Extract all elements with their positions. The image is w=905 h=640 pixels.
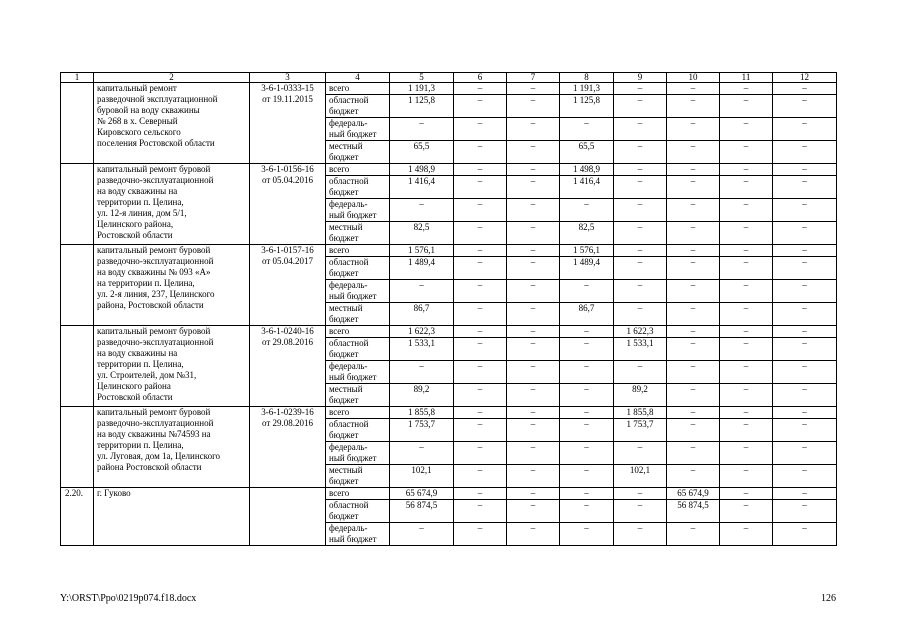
value-cell: 1 855,8 [390, 407, 454, 419]
value-cell: – [614, 488, 667, 500]
value-cell: – [773, 257, 837, 280]
value-cell: – [614, 245, 667, 257]
value-cell: – [773, 141, 837, 164]
value-cell: – [454, 280, 507, 303]
column-header-9: 9 [614, 73, 667, 83]
value-cell: – [773, 164, 837, 176]
value-cell: 82,5 [560, 222, 614, 245]
funding-source: областной бюджет [326, 257, 390, 280]
value-cell: – [614, 176, 667, 199]
value-cell: – [720, 83, 773, 95]
value-cell: – [667, 361, 720, 384]
table-row [61, 164, 837, 176]
value-cell: – [560, 419, 614, 442]
value-cell: – [667, 199, 720, 222]
funding-source: федераль- ный бюджет [326, 199, 390, 222]
value-cell: – [614, 118, 667, 141]
value-cell: – [614, 222, 667, 245]
funding-source: федераль- ный бюджет [326, 361, 390, 384]
value-cell: – [507, 407, 560, 419]
table-row [61, 326, 837, 338]
value-cell: 1 576,1 [390, 245, 454, 257]
value-cell: – [390, 361, 454, 384]
value-cell: – [560, 465, 614, 488]
value-cell: – [773, 95, 837, 118]
value-cell: 65,5 [560, 141, 614, 164]
value-cell: – [454, 338, 507, 361]
value-cell: – [454, 164, 507, 176]
table-row [61, 488, 837, 500]
funding-source: всего [326, 83, 390, 95]
value-cell: – [720, 245, 773, 257]
funding-source: федераль- ный бюджет [326, 280, 390, 303]
value-cell: – [454, 407, 507, 419]
funding-source: областной бюджет [326, 95, 390, 118]
value-cell: – [507, 176, 560, 199]
value-cell: – [667, 222, 720, 245]
value-cell: – [720, 164, 773, 176]
table-header-row [61, 73, 837, 83]
value-cell: 1 489,4 [390, 257, 454, 280]
value-cell: 1 622,3 [614, 326, 667, 338]
value-cell: – [720, 361, 773, 384]
value-cell: – [667, 95, 720, 118]
value-cell: 65 674,9 [667, 488, 720, 500]
object-name: капитальный ремонт буровой разведочно-эксплуатационной на воду скважины на территории п. Целина, ул. 12-я линия, дом 5/1, Целинского района, Ростовской области [94, 164, 250, 245]
value-cell: 1 489,4 [560, 257, 614, 280]
document-ref: 3-6-1-0239-16 от 29.08.2016 [250, 407, 326, 488]
value-cell: – [454, 442, 507, 465]
value-cell: – [614, 280, 667, 303]
value-cell: 102,1 [390, 465, 454, 488]
funding-source: федераль- ный бюджет [326, 118, 390, 141]
value-cell: – [667, 407, 720, 419]
value-cell: 1 498,9 [560, 164, 614, 176]
value-cell: – [560, 407, 614, 419]
value-cell: – [773, 338, 837, 361]
value-cell: 86,7 [390, 303, 454, 326]
value-cell: – [560, 442, 614, 465]
value-cell: – [454, 384, 507, 407]
value-cell: – [720, 419, 773, 442]
value-cell: 89,2 [614, 384, 667, 407]
value-cell: 56 874,5 [390, 500, 454, 523]
value-cell: – [773, 326, 837, 338]
value-cell: – [454, 95, 507, 118]
value-cell: – [507, 95, 560, 118]
value-cell: 1 533,1 [614, 338, 667, 361]
value-cell: 82,5 [390, 222, 454, 245]
funding-source: федераль- ный бюджет [326, 523, 390, 546]
funding-source: всего [326, 164, 390, 176]
value-cell: – [773, 222, 837, 245]
value-cell: – [720, 280, 773, 303]
value-cell: – [507, 222, 560, 245]
value-cell: – [773, 384, 837, 407]
value-cell: – [560, 338, 614, 361]
value-cell: – [454, 361, 507, 384]
funding-source: всего [326, 245, 390, 257]
value-cell: – [454, 118, 507, 141]
value-cell: 1 576,1 [560, 245, 614, 257]
value-cell: – [454, 245, 507, 257]
value-cell: – [507, 280, 560, 303]
value-cell: – [667, 303, 720, 326]
value-cell: – [667, 257, 720, 280]
value-cell: – [390, 199, 454, 222]
value-cell: – [720, 141, 773, 164]
value-cell: – [720, 303, 773, 326]
value-cell: – [454, 257, 507, 280]
value-cell: – [507, 303, 560, 326]
value-cell: – [560, 488, 614, 500]
budget-table [60, 72, 837, 546]
document-ref [250, 488, 326, 546]
value-cell: – [507, 245, 560, 257]
funding-source: местный бюджет [326, 141, 390, 164]
value-cell: – [454, 222, 507, 245]
funding-source: местный бюджет [326, 303, 390, 326]
funding-source: всего [326, 326, 390, 338]
value-cell: – [560, 361, 614, 384]
value-cell: – [720, 95, 773, 118]
value-cell: 1 191,3 [560, 83, 614, 95]
funding-source: областной бюджет [326, 176, 390, 199]
funding-source: областной бюджет [326, 500, 390, 523]
value-cell: – [560, 500, 614, 523]
value-cell: – [390, 280, 454, 303]
value-cell: – [773, 500, 837, 523]
value-cell: – [614, 141, 667, 164]
column-header-3: 3 [250, 73, 326, 83]
column-header-7: 7 [507, 73, 560, 83]
value-cell: – [667, 465, 720, 488]
value-cell: – [667, 176, 720, 199]
value-cell: – [720, 326, 773, 338]
value-cell: – [773, 523, 837, 546]
document-ref: 3-6-1-0157-16 от 05.04.2017 [250, 245, 326, 326]
value-cell: – [507, 442, 560, 465]
value-cell: – [720, 257, 773, 280]
value-cell: 1 416,4 [390, 176, 454, 199]
column-header-12: 12 [773, 73, 837, 83]
value-cell: – [454, 488, 507, 500]
value-cell: – [390, 442, 454, 465]
document-path: Y:\ORST\Ppo\0219p074.f18.docx [60, 593, 197, 604]
value-cell: – [390, 523, 454, 546]
value-cell: – [773, 361, 837, 384]
value-cell: – [773, 83, 837, 95]
value-cell: – [454, 500, 507, 523]
value-cell: – [667, 384, 720, 407]
value-cell: – [454, 141, 507, 164]
value-cell: 1 498,9 [390, 164, 454, 176]
value-cell: – [720, 523, 773, 546]
value-cell: – [667, 280, 720, 303]
column-header-11: 11 [720, 73, 773, 83]
document-ref: 3-6-1-0156-16 от 05.04.2016 [250, 164, 326, 245]
page-number: 126 [821, 593, 836, 604]
value-cell: – [720, 222, 773, 245]
value-cell: – [560, 199, 614, 222]
value-cell: – [454, 326, 507, 338]
value-cell: – [560, 118, 614, 141]
document-ref: 3-6-1-0240-16 от 29.08.2016 [250, 326, 326, 407]
funding-source: местный бюджет [326, 222, 390, 245]
value-cell: – [773, 419, 837, 442]
value-cell: – [507, 83, 560, 95]
object-name: капитальный ремонт буровой разведочно-эксплуатационной на воду скважины №74593 на территории п. Целина, ул. Луговая, дом 1а, Целинского района Ростовской области [94, 407, 250, 488]
value-cell: 1 753,7 [390, 419, 454, 442]
value-cell: – [773, 407, 837, 419]
value-cell: – [773, 199, 837, 222]
value-cell: – [667, 118, 720, 141]
value-cell: – [507, 419, 560, 442]
value-cell: – [560, 384, 614, 407]
value-cell: – [507, 164, 560, 176]
column-header-8: 8 [560, 73, 614, 83]
value-cell: – [667, 338, 720, 361]
value-cell: – [773, 488, 837, 500]
value-cell: – [507, 488, 560, 500]
value-cell: 102,1 [614, 465, 667, 488]
value-cell: – [507, 199, 560, 222]
object-name: капитальный ремонт буровой разведочно-эксплуатационной на воду скважины на территории п. Целина, ул. Строителей, дом №31, Целинского района Ростовской области [94, 326, 250, 407]
value-cell: – [667, 83, 720, 95]
value-cell: – [720, 488, 773, 500]
value-cell: 56 874,5 [667, 500, 720, 523]
value-cell: – [667, 419, 720, 442]
value-cell: – [507, 500, 560, 523]
value-cell: 1 125,8 [390, 95, 454, 118]
value-cell: – [720, 118, 773, 141]
column-header-1: 1 [61, 73, 94, 83]
value-cell: – [720, 442, 773, 465]
funding-source: местный бюджет [326, 465, 390, 488]
value-cell: – [667, 164, 720, 176]
value-cell: – [560, 280, 614, 303]
document-ref: 3-6-1-0333-15 от 19.11.2015 [250, 83, 326, 164]
value-cell: – [454, 523, 507, 546]
funding-source: всего [326, 488, 390, 500]
value-cell: – [454, 176, 507, 199]
value-cell: 1 855,8 [614, 407, 667, 419]
value-cell: – [667, 523, 720, 546]
value-cell: – [614, 199, 667, 222]
value-cell: – [667, 326, 720, 338]
value-cell: 1 416,4 [560, 176, 614, 199]
value-cell: – [614, 164, 667, 176]
funding-source: всего [326, 407, 390, 419]
value-cell: – [454, 419, 507, 442]
value-cell: – [507, 384, 560, 407]
value-cell: – [773, 118, 837, 141]
value-cell: 86,7 [560, 303, 614, 326]
value-cell: – [560, 326, 614, 338]
value-cell: – [773, 245, 837, 257]
value-cell: – [614, 95, 667, 118]
column-header-6: 6 [454, 73, 507, 83]
object-name: капитальный ремонт буровой разведочно-эксплуатационной на воду скважины № 093 «А» на территории п. Целина, ул. 2-я линия, 237, Целинского района, Ростовской области [94, 245, 250, 326]
column-header-4: 4 [326, 73, 390, 83]
value-cell: – [667, 245, 720, 257]
funding-source: местный бюджет [326, 384, 390, 407]
item-number [61, 326, 94, 407]
value-cell: 1 191,3 [390, 83, 454, 95]
value-cell: – [720, 176, 773, 199]
table-row [61, 245, 837, 257]
value-cell: – [454, 303, 507, 326]
value-cell: – [720, 338, 773, 361]
value-cell: – [614, 83, 667, 95]
value-cell: – [507, 118, 560, 141]
value-cell: – [507, 141, 560, 164]
value-cell: 65,5 [390, 141, 454, 164]
value-cell: – [614, 442, 667, 465]
value-cell: – [667, 442, 720, 465]
value-cell: – [773, 303, 837, 326]
value-cell: – [507, 326, 560, 338]
value-cell: – [614, 500, 667, 523]
value-cell: – [720, 500, 773, 523]
value-cell: – [773, 465, 837, 488]
value-cell: – [560, 523, 614, 546]
funding-source: областной бюджет [326, 338, 390, 361]
value-cell: – [454, 83, 507, 95]
value-cell: – [667, 141, 720, 164]
value-cell: – [614, 523, 667, 546]
column-header-2: 2 [94, 73, 250, 83]
value-cell: – [614, 303, 667, 326]
item-number: 2.20. [61, 488, 94, 546]
value-cell: 1 622,3 [390, 326, 454, 338]
value-cell: – [507, 465, 560, 488]
value-cell: – [773, 442, 837, 465]
item-number [61, 83, 94, 164]
value-cell: – [720, 199, 773, 222]
item-number [61, 164, 94, 245]
value-cell: – [507, 361, 560, 384]
object-name: капитальный ремонт разведочной эксплуатационной буровой на воду скважины № 268 в х. Северный Кировского сельского поселения Ростовской области [94, 83, 250, 164]
funding-source: областной бюджет [326, 419, 390, 442]
value-cell: – [507, 523, 560, 546]
value-cell: – [507, 338, 560, 361]
value-cell: 1 125,8 [560, 95, 614, 118]
value-cell: 65 674,9 [390, 488, 454, 500]
value-cell: 89,2 [390, 384, 454, 407]
funding-source: федераль- ный бюджет [326, 442, 390, 465]
value-cell: – [390, 118, 454, 141]
value-cell: 1 753,7 [614, 419, 667, 442]
value-cell: – [773, 176, 837, 199]
value-cell: – [773, 280, 837, 303]
column-header-5: 5 [390, 73, 454, 83]
value-cell: – [720, 384, 773, 407]
column-header-10: 10 [667, 73, 720, 83]
value-cell: – [720, 465, 773, 488]
value-cell: – [614, 361, 667, 384]
object-name: г. Гуково [94, 488, 250, 546]
table-row [61, 83, 837, 95]
value-cell: – [720, 407, 773, 419]
value-cell: 1 533,1 [390, 338, 454, 361]
item-number [61, 407, 94, 488]
value-cell: – [454, 465, 507, 488]
value-cell: – [614, 257, 667, 280]
table-row [61, 407, 837, 419]
item-number [61, 245, 94, 326]
value-cell: – [507, 257, 560, 280]
value-cell: – [454, 199, 507, 222]
